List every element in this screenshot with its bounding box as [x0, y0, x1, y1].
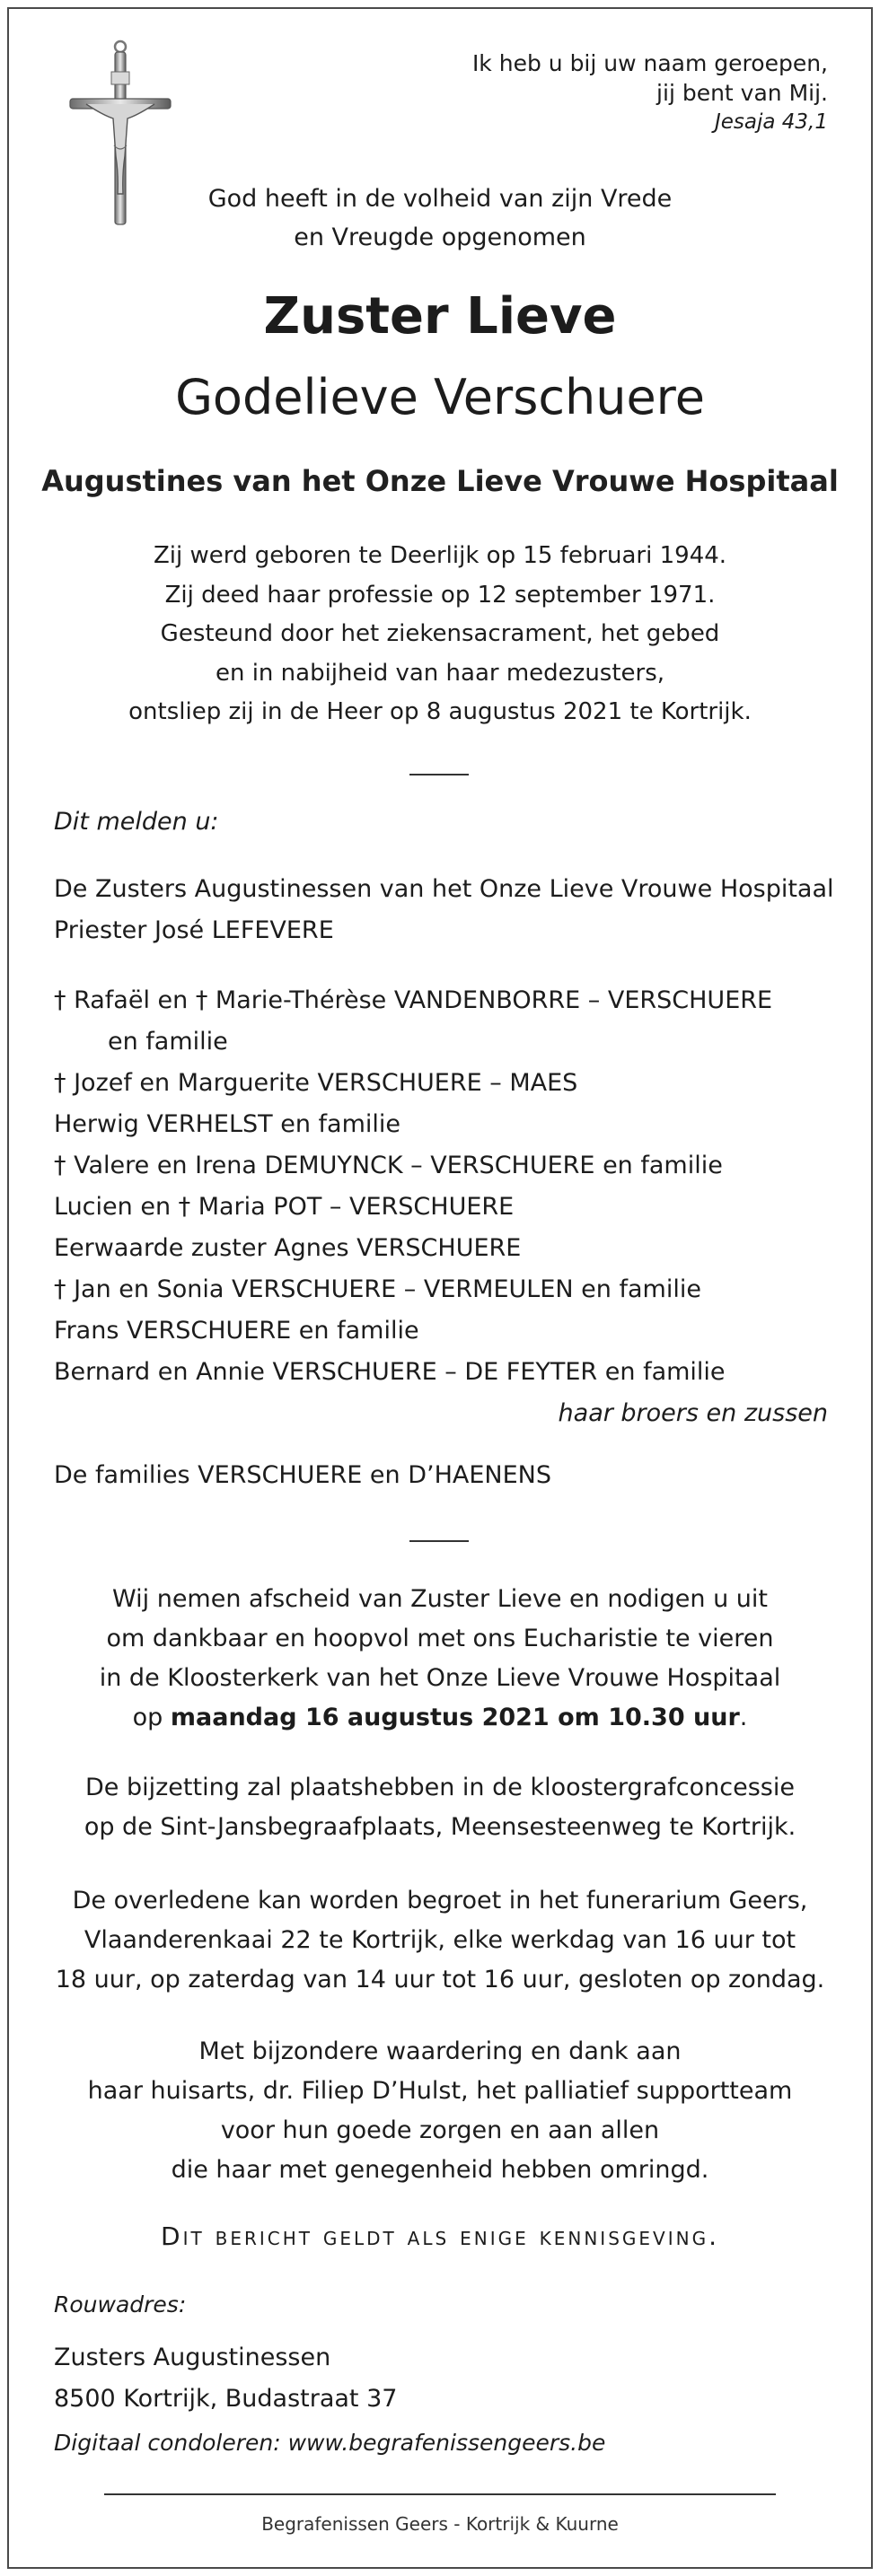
- religious-order: Augustines van het Onze Lieve Vrouwe Hospitaal: [41, 464, 839, 498]
- announcer-line: De Zusters Augustinessen van het Onze Lieve Vrouwe Hospitaal: [54, 875, 834, 903]
- announcers-label: Dit melden u:: [54, 808, 219, 836]
- family-line: † Jan en Sonia VERSCHUERE – VERMEULEN en familie: [54, 1275, 701, 1303]
- thanks-line: die haar met genegenheid hebben omringd.: [171, 2156, 709, 2184]
- announcers-group: [54, 869, 834, 951]
- address: [54, 2337, 828, 2420]
- bio-line: Zij werd geboren te Deerlijk op 15 februari 1944.: [153, 542, 727, 569]
- bible-verse: [472, 48, 828, 137]
- viewing-line: De overledene kan worden begroet in het funerarium Geers,: [72, 1887, 808, 1914]
- address-label: Rouwadres:: [54, 2291, 187, 2318]
- family-line: Bernard en Annie VERSCHUERE – DE FEYTER en familie: [54, 1358, 726, 1386]
- family-line: Frans VERSCHUERE en familie: [54, 1317, 419, 1345]
- thanks-info: [36, 2032, 844, 2190]
- footer-text: Begrafenissen Geers - Kortrijk & Kuurne: [261, 2513, 619, 2535]
- family-line: en familie: [108, 1028, 228, 1056]
- service-date: maandag 16 augustus 2021 om 10.30 uur: [170, 1704, 740, 1731]
- notice: Dit bericht geldt als enige kennisgeving.: [161, 2221, 719, 2251]
- bio-line: Zij deed haar professie op 12 september 1971.: [164, 581, 716, 609]
- service-date-suffix: .: [739, 1704, 748, 1731]
- bio-line: en in nabijheid van haar medezusters,: [215, 659, 665, 687]
- service-line: Wij nemen afscheid van Zuster Lieve en nodigen u uit: [112, 1585, 768, 1613]
- family-list: [54, 980, 828, 1434]
- thanks-line: haar huisarts, dr. Filiep D’Hulst, het palliatief supportteam: [87, 2077, 793, 2105]
- family-line: Herwig VERHELST en familie: [54, 1110, 401, 1138]
- address-line: Zusters Augustinessen: [54, 2344, 331, 2371]
- bio-line: ontsliep zij in de Heer op 8 augustus 2021 te Kortrijk.: [128, 698, 752, 725]
- service-date-prefix: op: [132, 1704, 171, 1731]
- family-line: † Valere en Irena DEMUYNCK – VERSCHUERE en familie: [54, 1152, 723, 1179]
- burial-info: [36, 1768, 844, 1847]
- thanks-line: voor hun goede zorgen en aan allen: [220, 2116, 660, 2144]
- service-info: [36, 1580, 844, 1738]
- viewing-line: Vlaanderenkaai 22 te Kortrijk, elke werkdag van 16 uur tot: [84, 1926, 796, 1954]
- viewing-line: 18 uur, op zaterdag van 14 uur tot 16 uur, gesloten op zondag.: [55, 1966, 825, 1993]
- verse-line: Ik heb u bij uw naam geroepen,: [471, 50, 828, 76]
- announcer-line: Priester José LEFEVERE: [54, 916, 334, 944]
- burial-line: op de Sint-Jansbegraafplaats, Meensesteenweg te Kortrijk.: [84, 1813, 796, 1841]
- intro-line: en Vreugde opgenomen: [294, 223, 586, 251]
- family-line: † Jozef en Marguerite VERSCHUERE – MAES: [54, 1069, 578, 1097]
- intro-text: [36, 180, 844, 257]
- footer-divider: [104, 2493, 776, 2495]
- biography: [36, 537, 844, 732]
- family-caption: haar broers en zussen: [558, 1399, 828, 1427]
- family-line: Lucien en † Maria POT – VERSCHUERE: [54, 1193, 515, 1221]
- service-line: om dankbaar en hoopvol met ons Eucharistie te vieren: [106, 1625, 774, 1652]
- burial-line: De bijzetting zal plaatshebben in de kloostergrafconcessie: [85, 1774, 795, 1801]
- verse-reference: Jesaja 43,1: [714, 110, 828, 134]
- viewing-info: [36, 1881, 844, 2000]
- address-line: 8500 Kortrijk, Budastraat 37: [54, 2385, 398, 2413]
- intro-line: God heeft in de volheid van zijn Vrede: [207, 185, 673, 213]
- family-line: † Rafaël en † Marie-Thérèse VANDENBORRE – VERSCHUERE: [54, 986, 773, 1014]
- bio-line: Gesteund door het ziekensacrament, het gebed: [160, 620, 720, 647]
- thanks-line: Met bijzondere waardering en dank aan: [198, 2037, 682, 2065]
- deceased-title-name: Zuster Lieve: [263, 287, 617, 346]
- family-line: Eerwaarde zuster Agnes VERSCHUERE: [54, 1234, 522, 1262]
- families-line: De families VERSCHUERE en D’HAENENS: [54, 1461, 552, 1489]
- service-line: in de Kloosterkerk van het Onze Lieve Vrouwe Hospitaal: [99, 1664, 781, 1692]
- verse-line: jij bent van Mij.: [656, 80, 828, 106]
- divider: [409, 1540, 469, 1542]
- divider: [409, 774, 469, 775]
- service-date-line: [36, 1698, 844, 1738]
- deceased-full-name: Godelieve Verschuere: [175, 369, 705, 425]
- condolence-link[interactable]: Digitaal condoleren: www.begrafenissengeers.be: [54, 2430, 606, 2456]
